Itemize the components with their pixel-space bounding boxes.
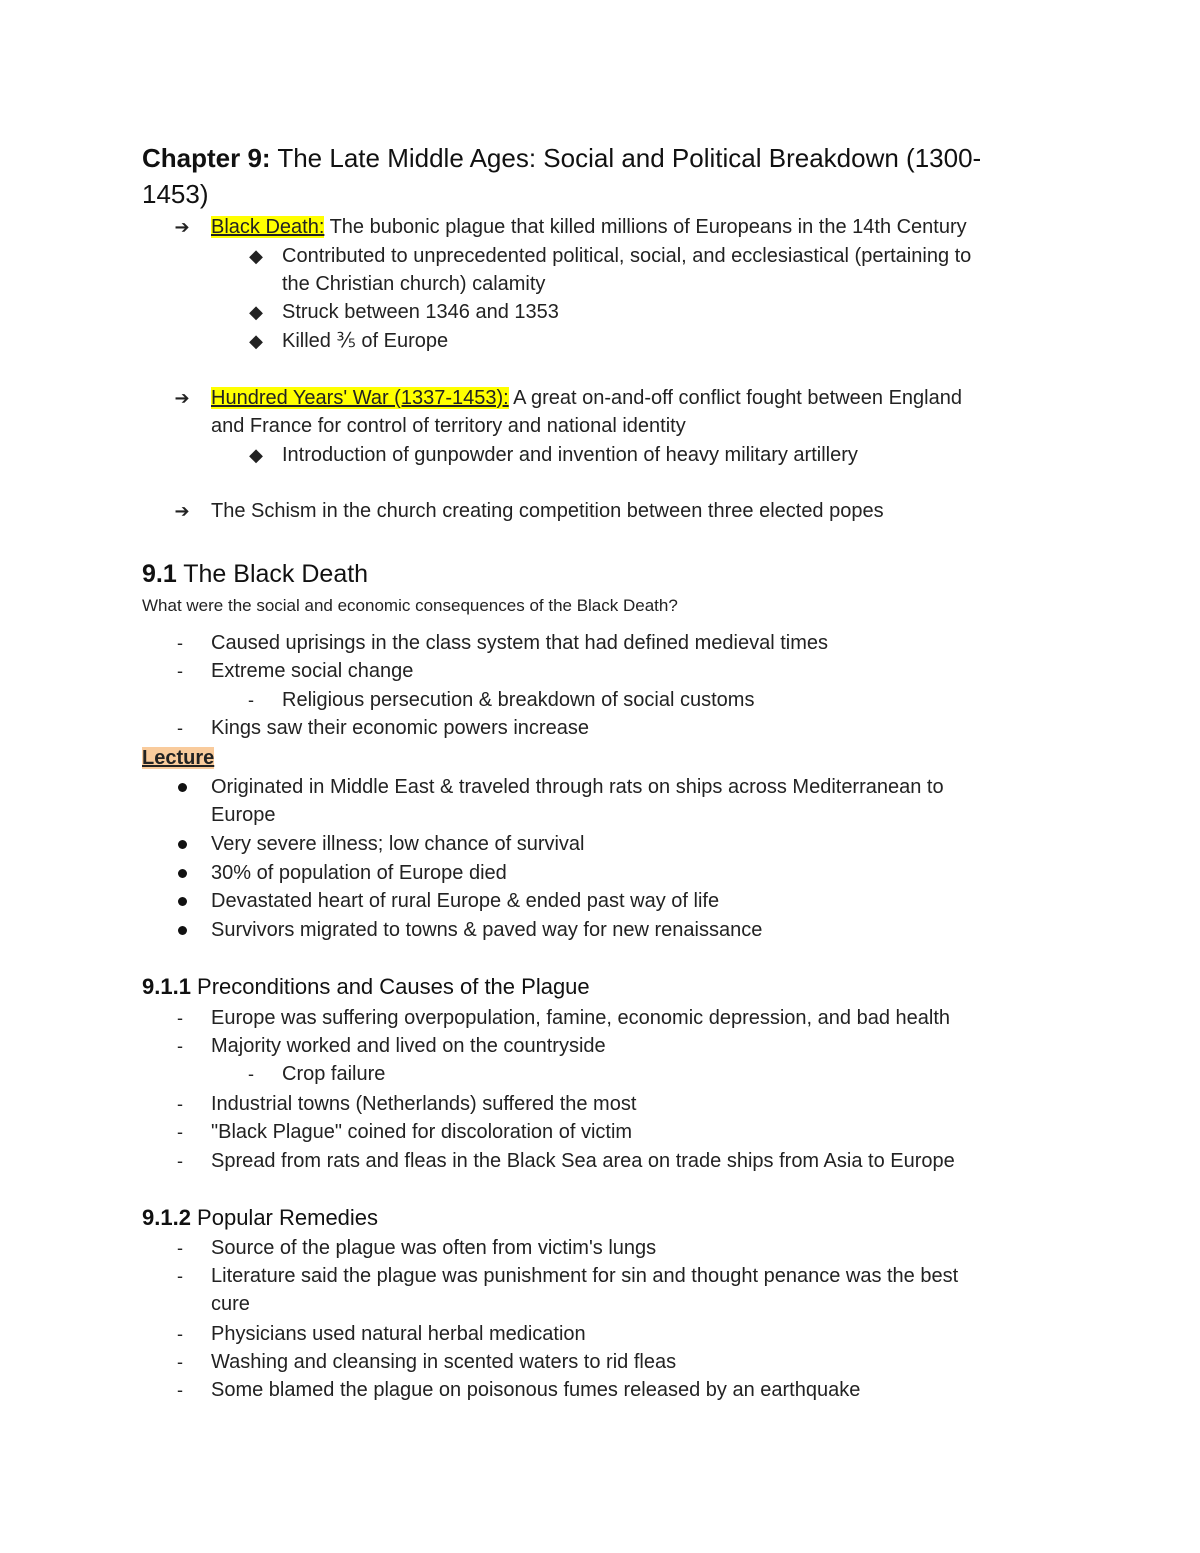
round-bullet-icon xyxy=(178,783,187,792)
lecture-label: Lecture xyxy=(142,747,215,769)
list-item: Some blamed the plague on poisonous fumes released by an earthquake xyxy=(211,1379,861,1401)
dash-bullet: - xyxy=(177,1122,183,1142)
sub-list-item: Introduction of gunpowder and invention of heavy military artillery xyxy=(282,444,858,466)
dash-bullet: - xyxy=(177,1324,183,1344)
list-item: Survivors migrated to towns & paved way for new renaissance xyxy=(211,919,763,941)
dash-bullet: - xyxy=(177,1094,183,1114)
round-bullet-icon xyxy=(178,840,187,849)
diamond-bullet-icon: ◆ xyxy=(249,246,263,266)
dash-bullet: - xyxy=(177,661,183,681)
list-item: Source of the plague was often from victim's lungs xyxy=(211,1237,657,1259)
list-item: 30% of population of Europe died xyxy=(211,862,507,884)
arrow-bullet-icon: ➔ xyxy=(174,501,190,521)
diamond-bullet-icon: ◆ xyxy=(249,302,263,322)
diamond-bullet-icon: ◆ xyxy=(249,445,263,465)
list-item: The Schism in the church creating competition between three elected popes xyxy=(211,500,884,522)
dash-bullet: - xyxy=(177,1352,183,1372)
dash-bullet: - xyxy=(177,1266,183,1286)
section-heading-9-1-1: 9.1.1 Preconditions and Causes of the Plague xyxy=(142,974,590,999)
sub-list-item: Crop failure xyxy=(282,1063,386,1085)
list-item: Industrial towns (Netherlands) suffered the most xyxy=(211,1093,637,1115)
list-item-cont: Europe xyxy=(211,804,276,826)
sub-list-item: Religious persecution & breakdown of social customs xyxy=(282,689,755,711)
chapter-title-line2: 1453) xyxy=(142,179,209,209)
arrow-bullet-icon: ➔ xyxy=(174,217,190,237)
chapter-label: Chapter 9: xyxy=(142,143,271,173)
list-item: Spread from rats and fleas in the Black Sea area on trade ships from Asia to Europe xyxy=(211,1150,955,1172)
dash-bullet: - xyxy=(177,1008,183,1028)
dash-bullet: - xyxy=(177,1238,183,1258)
sub-list-item: Contributed to unprecedented political, social, and ecclesiastical (pertaining to xyxy=(282,245,972,267)
list-item: Physicians used natural herbal medication xyxy=(211,1323,586,1345)
list-item-cont: and France for control of territory and national identity xyxy=(211,415,686,437)
list-item: Europe was suffering overpopulation, famine, economic depression, and bad health xyxy=(211,1007,950,1029)
round-bullet-icon xyxy=(178,926,187,935)
list-item: Caused uprisings in the class system that had defined medieval times xyxy=(211,632,828,654)
dash-bullet: - xyxy=(177,718,183,738)
list-item: Majority worked and lived on the countryside xyxy=(211,1035,606,1057)
arrow-bullet-icon: ➔ xyxy=(174,388,190,408)
chapter-title-line1: The Late Middle Ages: Social and Political Breakdown (1300- xyxy=(277,143,982,173)
section-heading-9-1: 9.1 The Black Death xyxy=(142,560,369,588)
round-bullet-icon xyxy=(178,869,187,878)
dash-bullet: - xyxy=(248,690,254,710)
term-black-death: Black Death: xyxy=(211,216,325,238)
list-item: "Black Plague" coined for discoloration of victim xyxy=(211,1121,633,1143)
list-item: Kings saw their economic powers increase xyxy=(211,717,589,739)
list-item: Devastated heart of rural Europe & ended past way of life xyxy=(211,890,720,912)
list-item: Hundred Years' War (1337-1453): A great on-and-off conflict fought between England xyxy=(211,387,962,409)
sub-list-item: Killed ⅗ of Europe xyxy=(282,330,449,352)
dash-bullet: - xyxy=(248,1064,254,1084)
round-bullet-icon xyxy=(178,897,187,906)
sub-list-item: Struck between 1346 and 1353 xyxy=(282,301,559,323)
dash-bullet: - xyxy=(177,1151,183,1171)
dash-bullet: - xyxy=(177,633,183,653)
section-question: What were the social and economic consequences of the Black Death? xyxy=(142,596,678,615)
list-item: Washing and cleansing in scented waters to rid fleas xyxy=(211,1351,677,1373)
diamond-bullet-icon: ◆ xyxy=(249,331,263,351)
dash-bullet: - xyxy=(177,1380,183,1400)
section-heading-9-1-2: 9.1.2 Popular Remedies xyxy=(142,1205,379,1230)
chapter-title xyxy=(142,140,981,176)
term-hundred-years-war: Hundred Years' War (1337-1453): xyxy=(211,387,509,409)
list-item: Very severe illness; low chance of survival xyxy=(211,833,585,855)
sub-list-item-cont: the Christian church) calamity xyxy=(282,273,546,295)
list-item: Black Death: The bubonic plague that killed millions of Europeans in the 14th Century xyxy=(211,216,967,238)
dash-bullet: - xyxy=(177,1036,183,1056)
list-item: Extreme social change xyxy=(211,660,414,682)
list-item-cont: cure xyxy=(211,1293,250,1315)
list-item: Originated in Middle East & traveled through rats on ships across Mediterranean to xyxy=(211,776,944,798)
list-item: Literature said the plague was punishment for sin and thought penance was the best xyxy=(211,1265,959,1287)
